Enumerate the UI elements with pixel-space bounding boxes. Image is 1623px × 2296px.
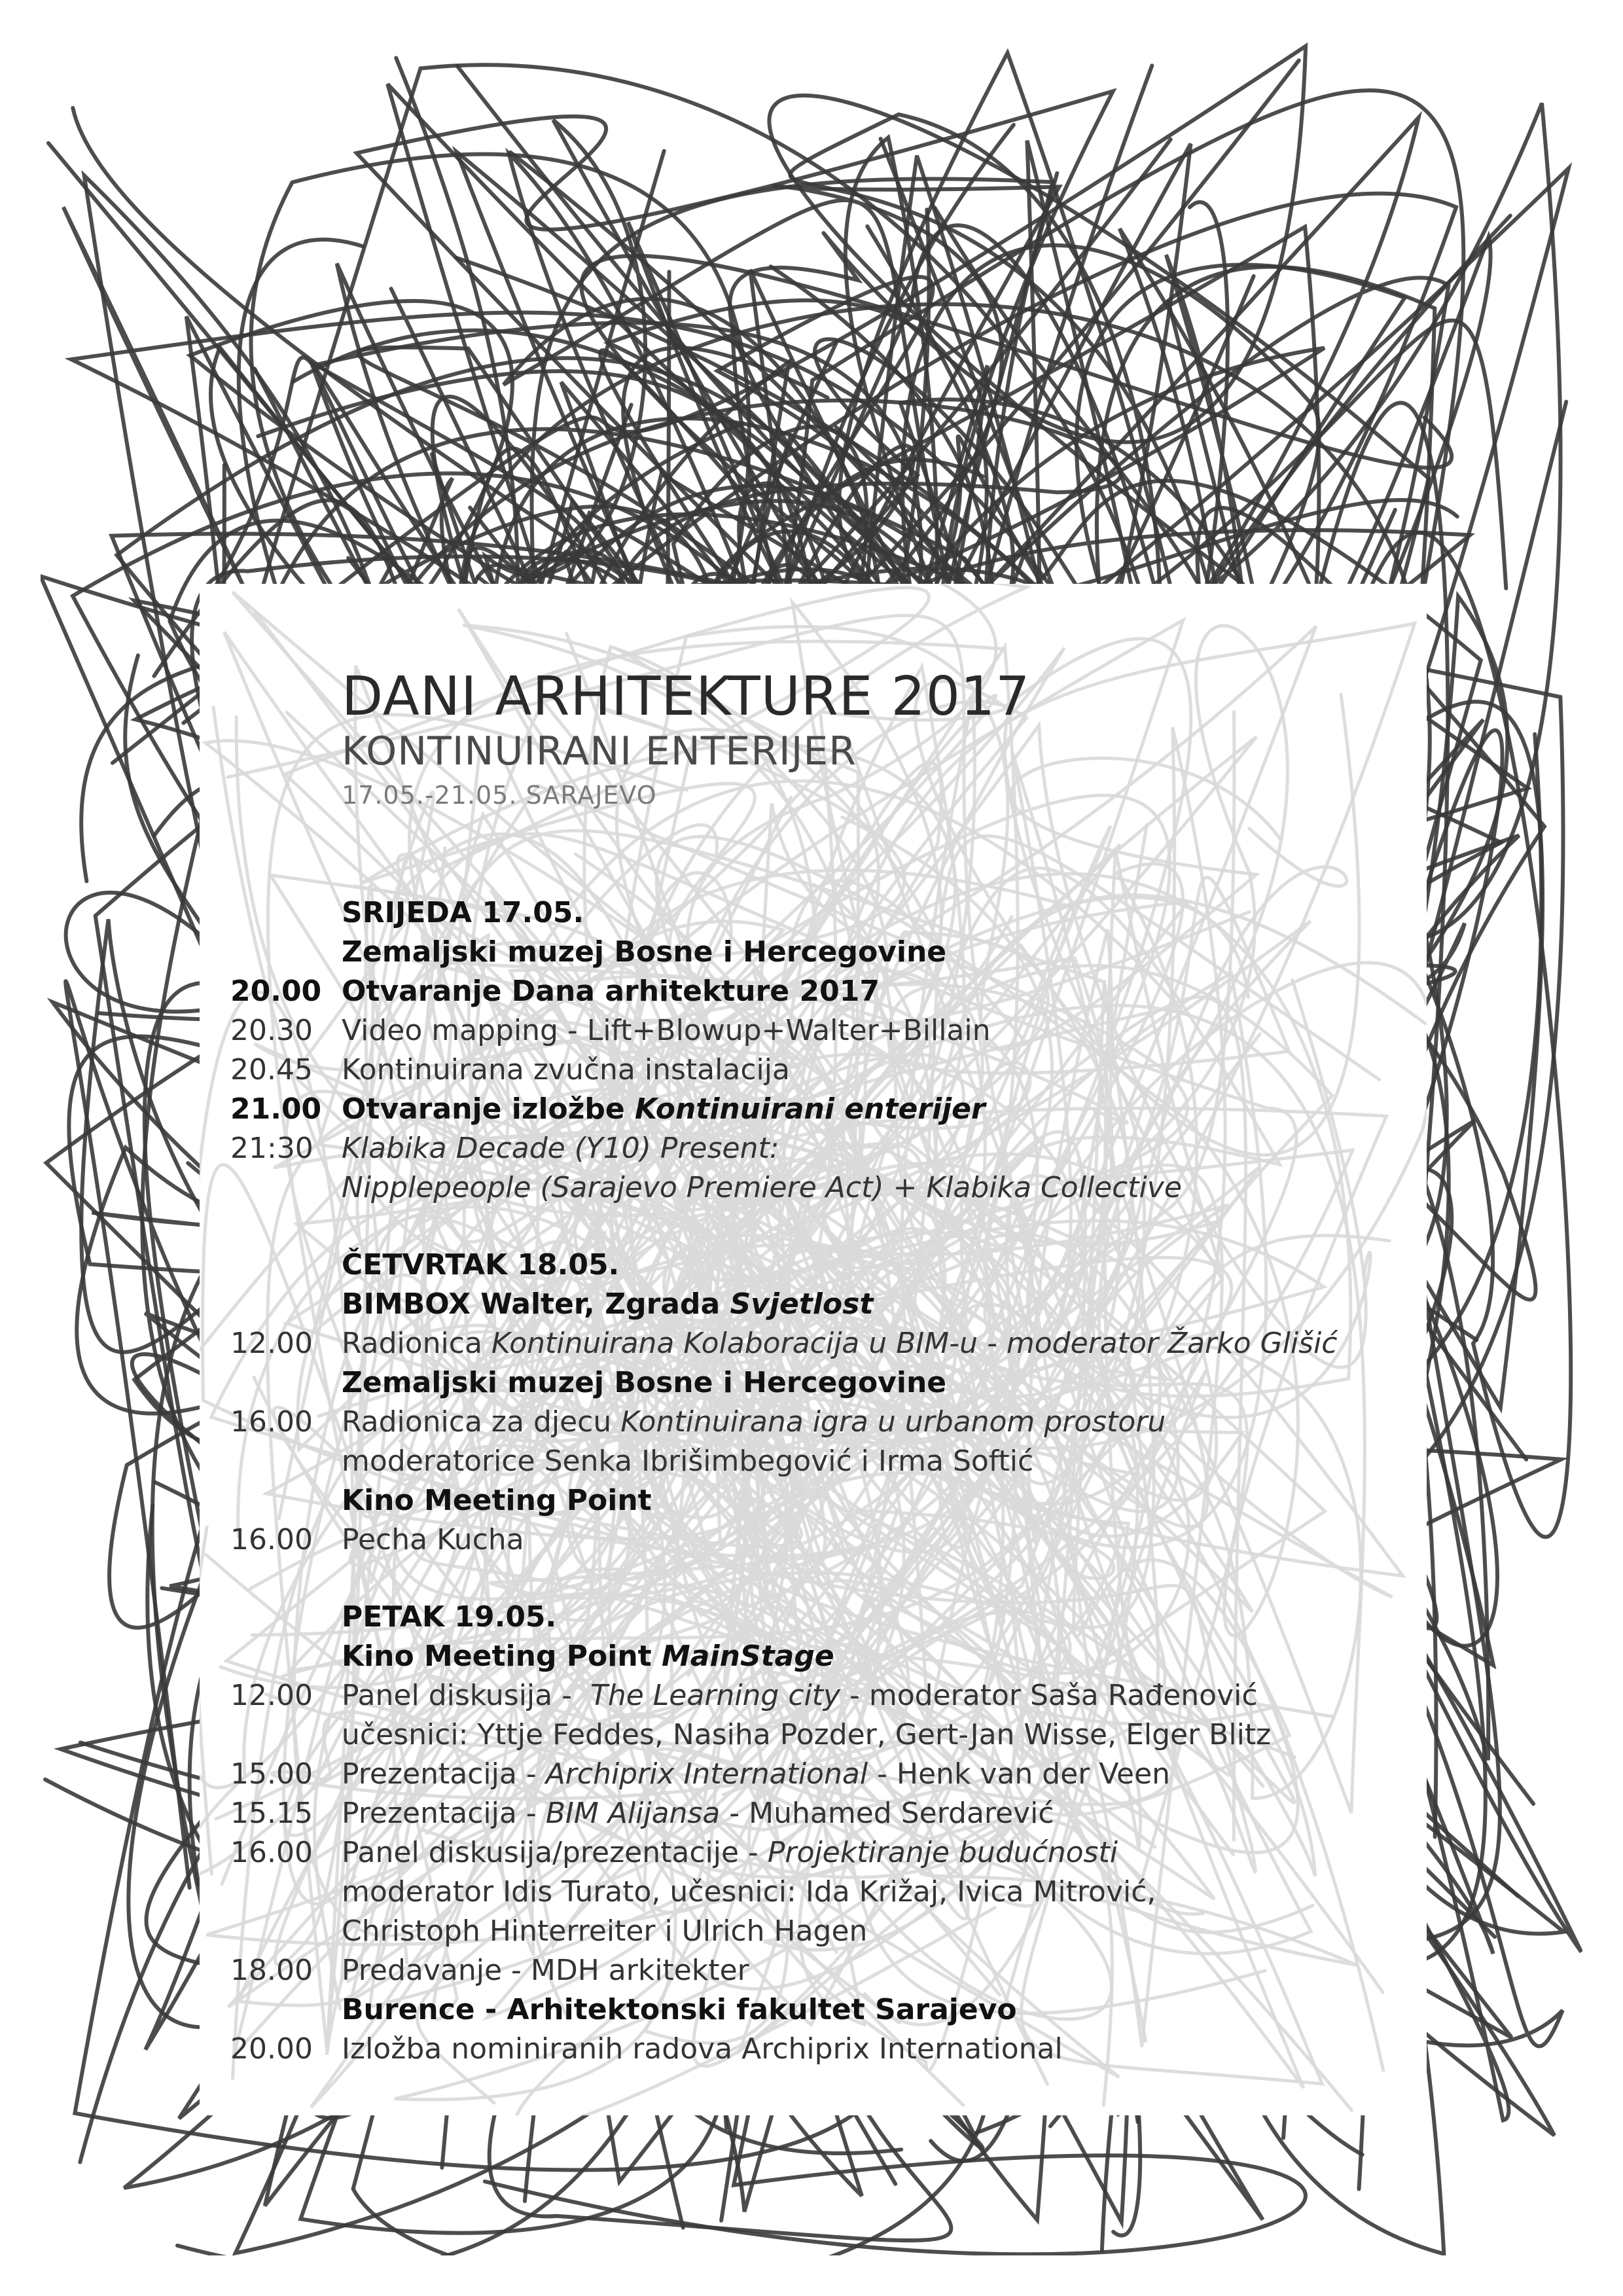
event-description [342, 1168, 1182, 1208]
event-row [230, 1011, 1395, 1050]
event-description [342, 1324, 1337, 1363]
text-part: Izložba nominiranih radova Archiprix International [342, 2032, 1063, 2066]
time-slot [230, 893, 342, 933]
event-time: 20.30 [230, 1014, 313, 1047]
event-time: 18.00 [230, 1954, 313, 1987]
event-row [230, 1755, 1395, 1794]
italic-text: MainStage [662, 1640, 834, 1673]
text-part: Christoph Hinterreiter i Ulrich Hagen [342, 1914, 868, 1948]
text-part: Radionica [342, 1327, 491, 1360]
event-time [230, 1637, 342, 1676]
event-description [342, 1912, 867, 1951]
text-part: Burence - Arhitektonski fakultet Sarajevo [342, 1993, 1017, 2026]
event-time [230, 1168, 342, 1208]
event-time [230, 1285, 342, 1324]
event-row [230, 1403, 1395, 1442]
event-time [230, 1990, 342, 2030]
time-slot [230, 1598, 342, 1637]
text-part: - Muhamed Serdarević [720, 1797, 1054, 1830]
text-part: Radionica za djecu [342, 1405, 621, 1439]
text-part: Panel diskusija/prezentacije - [342, 1836, 768, 1869]
poster-header [342, 668, 1030, 814]
event-description [342, 2030, 1063, 2069]
text-part: BIMBOX Walter, Zgrada [342, 1287, 730, 1321]
event-description [342, 1755, 1170, 1794]
poster-subtitle: KONTINUIRANI ENTERIJER [342, 728, 857, 774]
venue-name [342, 1637, 834, 1676]
italic-text: The Learning city [590, 1679, 841, 1712]
event-description [342, 1129, 779, 1168]
event-description [342, 1442, 1033, 1481]
text-part: - moderator Saša Rađenović [840, 1679, 1258, 1712]
event-row [230, 1833, 1395, 1873]
event-description [342, 1951, 749, 1990]
event-description [342, 972, 880, 1011]
event-time: 20.00 [230, 2032, 313, 2066]
venue-name [342, 1481, 652, 1520]
event-row [230, 1951, 1395, 1990]
italic-text: Kontinuirana Kolaboracija u BIM-u - moderator Žarko Glišić [491, 1327, 1338, 1360]
event-row [230, 1794, 1395, 1833]
day-heading [230, 1246, 1395, 1285]
italic-text: BIM Alijansa [545, 1797, 721, 1830]
text-part: Video mapping - Lift+Blowup+Walter+Billain [342, 1014, 991, 1047]
poster-dates: 17.05.-21.05. SARAJEVO [342, 781, 657, 810]
event-time [230, 1912, 342, 1951]
event-row [230, 1873, 1395, 1912]
event-time: 15.00 [230, 1757, 313, 1791]
text-part: Kino Meeting Point [342, 1640, 662, 1673]
day-section [230, 893, 1395, 1208]
event-row [230, 1676, 1395, 1715]
event-time [230, 1363, 342, 1403]
text-part: - Henk van der Veen [868, 1757, 1171, 1791]
event-row [230, 1715, 1395, 1755]
event-time: 21.00 [230, 1092, 322, 1126]
event-time: 20.45 [230, 1053, 313, 1086]
venue-row [230, 1990, 1395, 2030]
venue-name [342, 933, 946, 972]
event-description [342, 1090, 986, 1129]
event-description [342, 1794, 1054, 1833]
day-heading [230, 1598, 1395, 1637]
event-time: 21:30 [230, 1132, 313, 1165]
venue-row [230, 1637, 1395, 1676]
event-time: 16.00 [230, 1523, 313, 1556]
text-part: Kino Meeting Point [342, 1484, 652, 1517]
venue-row [230, 1363, 1395, 1403]
event-description [342, 1873, 1156, 1912]
text-part: Otvaranje izložbe [342, 1092, 635, 1126]
time-slot [230, 1246, 342, 1285]
event-row [230, 1912, 1395, 1951]
day-heading-text: ČETVRTAK 18.05. [342, 1248, 620, 1282]
text-part: Panel diskusija - [342, 1679, 590, 1712]
text-part: Prezentacija - [342, 1757, 546, 1791]
event-row [230, 1442, 1395, 1481]
venue-name [342, 1285, 873, 1324]
text-part: Predavanje - MDH arkitekter [342, 1954, 749, 1987]
event-time [230, 1442, 342, 1481]
day-heading [230, 893, 1395, 933]
text-part: moderatorice Senka Ibrišimbegović i Irma Softić [342, 1444, 1034, 1478]
poster-title: DANI ARHITEKTURE 2017 [342, 666, 1031, 728]
event-row [230, 1168, 1395, 1208]
event-time: 12.00 [230, 1327, 313, 1360]
italic-text: Kontinuirani enterijer [635, 1092, 986, 1126]
event-description [342, 1833, 1118, 1873]
event-time [230, 1481, 342, 1520]
italic-text: Archiprix International [545, 1757, 868, 1791]
venue-row [230, 1285, 1395, 1324]
event-row [230, 1520, 1395, 1560]
italic-text: Projektiranje budućnosti [767, 1836, 1118, 1869]
venue-row [230, 1481, 1395, 1520]
event-time: 15.15 [230, 1797, 313, 1830]
venue-name [342, 1363, 946, 1403]
text-part: Prezentacija - [342, 1797, 546, 1830]
event-row [230, 1050, 1395, 1090]
event-time [230, 1715, 342, 1755]
event-row [230, 972, 1395, 1011]
italic-text: Svjetlost [730, 1287, 874, 1321]
event-time: 12.00 [230, 1679, 313, 1712]
event-description [342, 1676, 1258, 1715]
event-time [230, 933, 342, 972]
day-section [230, 1246, 1395, 1560]
day-heading-text: SRIJEDA 17.05. [342, 896, 584, 929]
italic-text: Kontinuirana igra u urbanom prostoru [620, 1405, 1166, 1439]
event-description [342, 1050, 790, 1090]
event-description [342, 1403, 1166, 1442]
event-row [230, 1090, 1395, 1129]
italic-text: Nipplepeople (Sarajevo Premiere Act) + Klabika Collective [342, 1171, 1182, 1204]
text-part: učesnici: Yttje Feddes, Nasiha Pozder, Gert-Jan Wisse, Elger Blitz [342, 1718, 1272, 1751]
program-schedule [230, 893, 1395, 2107]
day-section [230, 1598, 1395, 2069]
event-description [342, 1011, 991, 1050]
italic-text: Klabika Decade (Y10) Present: [342, 1132, 779, 1165]
event-description [342, 1715, 1271, 1755]
event-row [230, 1324, 1395, 1363]
event-row [230, 1129, 1395, 1168]
text-part: Zemaljski muzej Bosne i Hercegovine [342, 935, 947, 969]
event-description [342, 1520, 524, 1560]
day-heading-text: PETAK 19.05. [342, 1600, 557, 1634]
text-part: Pecha Kucha [342, 1523, 524, 1556]
event-time [230, 1873, 342, 1912]
text-part: Otvaranje Dana arhitekture 2017 [342, 975, 880, 1008]
text-part: Kontinuirana zvučna instalacija [342, 1053, 790, 1086]
text-part: moderator Idis Turato, učesnici: Ida Križaj, Ivica Mitrović, [342, 1875, 1156, 1909]
event-time: 16.00 [230, 1836, 313, 1869]
event-row [230, 2030, 1395, 2069]
venue-row [230, 933, 1395, 972]
event-time: 16.00 [230, 1405, 313, 1439]
event-time: 20.00 [230, 975, 322, 1008]
venue-name [342, 1990, 1017, 2030]
text-part: Zemaljski muzej Bosne i Hercegovine [342, 1366, 947, 1399]
